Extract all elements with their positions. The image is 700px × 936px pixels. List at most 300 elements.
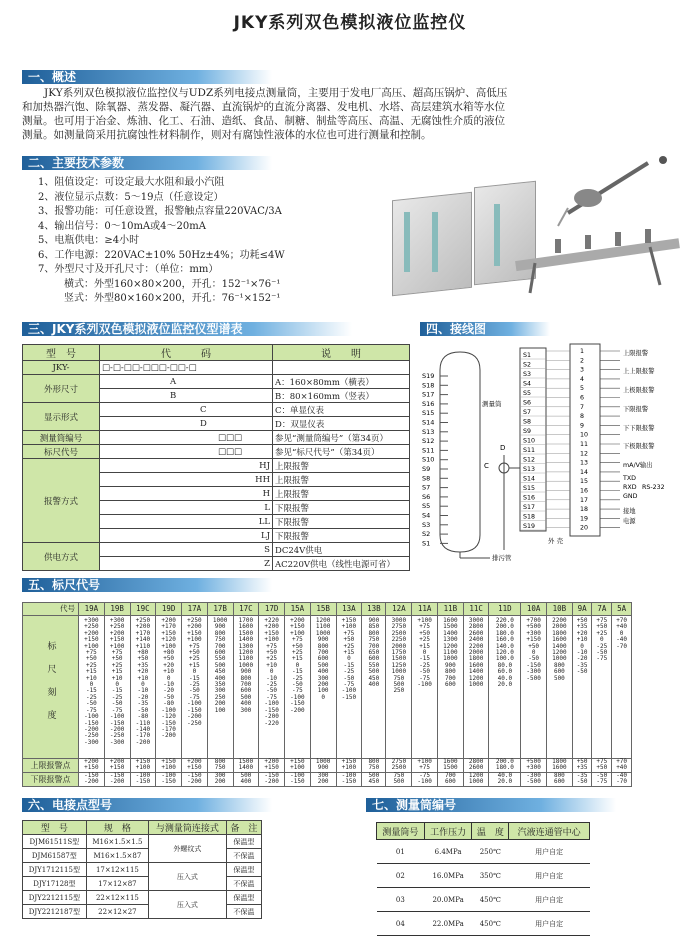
scale-value: 1800 [552,629,567,637]
overview-line: 和加热器汽饱、除氧器、蒸发器、凝汽器、直流锅炉的直流分离器、发电机、水塔、高层建筑水箱等水位 [22,101,505,113]
scale-value: -50 [266,687,278,695]
scale-value: -250 [109,732,125,740]
scale-value: -80 [163,700,175,708]
scale-value: +50 [343,636,355,644]
scale-value: 0 [89,681,94,689]
alarm-value [489,759,521,773]
scale-value: 400 [317,668,329,676]
electrode-label: S19 [422,372,435,380]
scale-value: 500 [240,693,252,701]
scale-value: +150 [187,629,202,637]
scale-value: 0 [115,681,119,689]
alarm-value-text: +200 [187,758,202,765]
header-code: 代 码 [100,345,273,361]
scale-values [233,616,259,759]
scale-value: 1400 [552,642,567,650]
scale-value: 40.0 [497,674,513,682]
scale-value: +75 [343,629,355,637]
scale-value: -220 [264,719,279,727]
scale-code: 13A [336,603,362,616]
scale-value: 0 [347,655,351,663]
model-code: □□□ [100,431,273,445]
scale-value: 600 [444,681,456,689]
scale-value: -150 [526,661,541,669]
scale-code: 19D [156,603,182,616]
scale-value: +15 [85,668,97,676]
scale-value: 1100 [443,649,458,657]
alarm-value-text: -300 [526,771,541,779]
case-label: 外 壳 [548,537,564,545]
alarm-value-text: +150 [341,758,357,765]
scale-value: +10 [137,674,149,682]
scale-value: 0 [321,693,325,701]
scale-code: 12A [386,603,412,616]
terminal-function-label: 下下限报警 [623,425,655,432]
alarm-value [233,772,259,786]
model-desc: 下限报警 [273,515,410,529]
alarm-value-text: +300 [526,764,541,772]
scale-value: +150 [264,629,279,637]
scale-value: -25 [343,668,355,676]
alarm-value [362,772,386,786]
scale-value: +75 [85,649,97,657]
electrode-label: S9 [422,465,431,473]
terminal-number: 3 [580,366,585,374]
scale-value: -10 [266,674,278,682]
terminal-s-label: S9 [523,428,532,435]
scale-value: 1000 [212,617,228,624]
header-model: 型 号 [23,345,100,361]
terminal-number: 10 [580,431,589,439]
alarm-value-text: 750 [214,764,226,772]
scale-value: 2250 [391,636,407,644]
scale-value: 200.0 [495,623,514,631]
alarm-value [79,759,105,773]
scale-values [259,616,285,759]
scale-value: 0 [269,668,274,676]
scale-body-row [23,616,632,759]
alarm-value [412,772,438,786]
scale-value: +200 [161,617,176,624]
model-desc: B：80×160mm（竖表） [273,389,410,403]
scale-value: 350 [214,681,226,689]
scale-header-row [23,603,632,616]
terminal-s-label: S12 [523,456,536,464]
model-code: LJ [100,529,273,543]
scale-value: 500 [214,661,226,669]
terminal-number: 7 [580,403,585,411]
alarm-value [156,759,182,773]
scale-value: 160.0 [495,636,514,644]
alarm-value [592,759,612,773]
scale-value: 850 [368,623,380,631]
scale-value: -120 [161,713,176,721]
contact-cell: 17×12×87 [86,877,148,891]
scale-value: -50 [111,700,123,708]
model-row [23,445,410,459]
scale-value: -100 [417,681,432,689]
model-desc: 上限报警 [273,473,410,487]
alarm-value [104,772,130,786]
scale-value: 400 [240,700,252,708]
terminal-s-label: S17 [523,504,536,511]
scale-value: -300 [526,668,541,676]
contact-header: 规 格 [86,821,148,835]
scale-value: +20 [163,661,175,669]
alarm-value-text: +200 [264,758,279,765]
electrode-label: S14 [422,418,435,427]
scale-value: -150 [109,719,125,727]
model-label: JKY- [23,361,100,375]
scale-value: 600 [368,655,380,663]
scale-code: 15B [310,603,336,616]
alarm-value-text: +75 [596,758,608,765]
scale-value: 900 [368,617,380,624]
scale-code: 19B [104,603,130,616]
tube-row [377,840,590,864]
terminal-function-label: TXD [623,475,637,482]
scale-value: 200 [317,681,329,689]
scale-value: +10 [111,674,123,682]
model-label: 报警方式 [23,459,100,543]
scale-value: 1000 [238,661,254,669]
contact-row [23,891,262,905]
alarm-value [130,759,156,773]
scale-value: +150 [84,636,99,644]
scale-value: +300 [526,629,541,637]
spec-item: 1、阻值设定：可设定最大水阻和最小汽阻 [38,177,225,188]
scale-value: -200 [84,725,99,733]
scale-value: +250 [109,623,125,631]
scale-value: 1600 [468,661,484,669]
electrode-label: S17 [422,390,435,399]
scale-value: +120 [161,636,176,644]
alarm-value-text: 800 [214,758,226,765]
scale-value: +35 [137,661,149,669]
scale-value: +25 [188,655,200,663]
alarm-value-text: 1200 [468,771,484,779]
scale-value: +110 [135,642,151,650]
scale-value: +25 [291,649,303,657]
scale-value: -75 [188,693,200,701]
electrode-label: S18 [422,381,435,390]
alarm-value-text: +35 [576,764,588,772]
scale-value: 1500 [391,655,407,663]
tube-cell: 16.0MPa [424,864,472,888]
scale-value: 600 [214,649,226,657]
header-desc: 说 明 [273,345,410,361]
alarm-value [259,759,285,773]
scale-value: 250 [214,693,226,701]
electrode-label: S13 [422,427,435,436]
scale-value: 700 [317,649,329,657]
alarm-value-text: 2750 [391,758,407,765]
scale-value: 2200 [552,617,567,624]
terminal-s-label: S15 [523,485,536,492]
scale-code: 11C [463,603,489,616]
scale-value: 140.0 [495,642,514,650]
scale-value: 1100 [238,655,254,663]
scale-value: +250 [187,617,202,624]
section-heading-contacts: 六、电接点型号 [22,798,272,812]
tube-cell: 01 [377,840,425,864]
scale-value: -150 [187,706,202,714]
alarm-value-text: -200 [84,778,99,786]
scale-value: 1000 [391,668,407,676]
overview-paragraph [22,86,682,142]
terminal-s-label: S3 [523,371,532,378]
scale-value: -50 [419,668,431,676]
terminal-number: 4 [580,375,585,383]
scale-value: +150 [526,636,541,644]
alarm-value [592,772,612,786]
alarm-value-text: +150 [161,758,176,765]
wiring-diagram [420,340,690,572]
alarm-value-text: +75 [419,764,431,772]
scale-value: +10 [576,636,588,644]
scale-value: -25 [111,693,123,701]
overview-line: 测量。如测量筒采用抗腐蚀性材料制作，则对有腐蚀性液体的水位也可进行测量和控制。 [22,129,432,141]
scale-value: -50 [528,655,540,663]
alarm-value-text: 1600 [443,758,458,765]
tube-cell: 04 [377,912,425,936]
tube-row [377,912,590,936]
tube-cell: 用户自定 [509,864,590,888]
measuring-tube-outline [440,352,480,552]
model-desc: 下限报警 [273,501,410,515]
scale-value: 2750 [391,623,407,631]
scale-value: 0 [580,642,584,650]
terminal-s-label: S4 [523,380,532,388]
scale-value: 650 [368,649,380,657]
d-label: D [500,444,506,452]
scale-value: -100 [84,713,99,721]
scale-value: -75 [419,674,431,682]
alarm-value [207,759,233,773]
terminal-number: 14 [580,468,589,476]
scale-values [362,616,386,759]
scale-value: -15 [188,674,200,682]
contact-cell: 保温型 [226,863,261,877]
scale-value: 400 [368,681,380,689]
alarm-value [547,772,573,786]
scale-value: -15 [419,655,431,663]
scale-value: -150 [341,693,357,701]
alarm-value [285,759,311,773]
scale-value: 1200 [468,674,484,682]
alarm-value-text: 2500 [391,764,407,772]
alarm-value-text: 300 [214,771,226,779]
alarm-value-text: -150 [264,771,279,779]
scale-value: -110 [135,719,151,727]
scale-value: 3000 [468,617,484,624]
model-code: C [100,403,273,417]
scale-value: +50 [576,617,588,624]
scale-values [386,616,412,759]
scale-values [612,616,632,759]
scale-values [156,616,182,759]
scale-value: -170 [161,725,176,733]
scale-value: 2200 [468,642,484,650]
model-row [23,375,410,389]
scale-value: 750 [393,674,405,682]
electrode-label: S8 [422,474,431,483]
scale-value: 100 [317,687,329,695]
terminal-number: 11 [580,441,589,448]
scale-value: +50 [137,655,149,663]
contact-cell: M16×1.5×1.5 [86,835,148,849]
tube-cell: 450℃ [472,888,509,912]
scale-value: +200 [135,623,151,631]
scale-value: 1000 [552,655,567,663]
alarm-value [336,759,362,773]
terminal-number: 18 [580,506,589,514]
scale-value: -50 [343,674,355,682]
contact-row [23,905,262,919]
terminal-s-label: S16 [523,494,536,502]
terminal-function-label: RXD [623,484,637,491]
scale-value: +220 [264,617,279,624]
alarm-value-text: +50 [596,764,608,772]
section-heading-specs: 二、主要技术参数 [22,156,272,170]
electrode-label: S12 [422,437,435,446]
contact-connection: 压入式 [149,891,227,919]
model-row [23,361,410,375]
scale-value: +50 [163,655,175,663]
alarm-value-text: -35 [576,771,588,779]
scale-value: 900 [240,668,252,676]
terminal-number: 9 [580,422,585,430]
scale-value: -25 [291,674,303,682]
scale-value: 300 [240,706,252,714]
model-desc: D：双显仪表 [273,417,410,431]
scale-code: 11B [437,603,463,616]
scale-value: +200 [84,629,99,637]
tube-cell: 250℃ [472,840,509,864]
electrode-label: S4 [422,511,431,520]
scale-value: 0 [531,649,536,657]
scale-value: +25 [419,636,431,644]
scale-value: +40 [616,623,628,631]
scale-value: 800 [368,629,380,637]
electrode-label: S1 [422,539,431,548]
terminal-function-label: 接地 [623,508,636,515]
alarm-value-text: 600 [444,778,456,786]
scale-value: +100 [84,642,99,650]
alarm-value-text: -150 [109,771,125,779]
terminal-s-label: S19 [523,523,536,530]
scale-code: 10B [547,603,573,616]
alarm-value [437,772,463,786]
alarm-value-text: 200 [214,778,226,786]
scale-value: +250 [135,617,151,624]
scale-value: -15 [291,668,303,676]
spec-item: 6、工作电源：220VAC±10% 50Hz±4%；功耗≤4W [38,249,285,261]
scale-value: +75 [188,642,200,650]
model-code: L [100,501,273,515]
spec-item: 3、报警功能：可任意设置，报警触点容量220VAC/3A [38,206,282,217]
alarm-value [612,759,632,773]
scale-value: +50 [266,649,278,657]
terminal-number: 1 [580,348,585,355]
contact-connection: 外螺纹式 [149,835,227,863]
model-label: 标尺代号 [23,445,100,459]
alarm-value [156,772,182,786]
contact-cell: DJY1712115型 [23,863,87,877]
scale-value: +25 [343,642,355,650]
scale-value: 2500 [391,629,407,637]
scale-value: -25 [85,693,97,701]
scale-value: 800 [444,668,456,676]
scale-value: 1400 [238,636,254,644]
scale-value: -20 [137,693,149,701]
scale-value: 1700 [238,617,254,624]
scale-value: 0 [192,668,197,676]
contact-cell: 22×12×115 [86,891,148,905]
scale-value: -50 [163,693,175,701]
scale-value: +100 [417,617,432,624]
scale-value: +100 [187,636,202,644]
electrode-label: S11 [422,446,435,455]
alarm-value-text: +100 [135,764,151,772]
contact-cell: DJM61511S型 [23,835,87,849]
model-code: □-□-□□-□□□-□□-□ [100,361,273,375]
scale-value: -75 [85,706,97,714]
terminal-number: 19 [580,515,589,523]
spec-item: 竖式：外型80×160×200，开孔：76⁻¹×152⁻¹ [64,293,281,304]
scale-value: +150 [161,629,176,637]
alarm-value [489,772,521,786]
alarm-value-text: 180.0 [495,764,514,772]
model-label: 供电方式 [23,543,100,571]
scale-value: 100.0 [495,655,514,663]
scale-values [207,616,233,759]
alarm-value-text: 1400 [238,764,254,772]
scale-code: 13B [362,603,386,616]
scale-value: -50 [596,649,608,657]
alarm-value [412,759,438,773]
model-label: 外形尺寸 [23,375,100,403]
alarm-value-text: +150 [109,764,125,772]
contact-row [23,863,262,877]
scale-value: 400 [214,674,226,682]
alarm-value [207,772,233,786]
alarm-value-text: -100 [290,771,305,779]
scale-values [182,616,208,759]
scale-code: 15A [285,603,311,616]
alarm-value-text: 600 [553,778,565,786]
scale-value: +10 [85,674,97,682]
scale-value: +75 [266,642,278,650]
contact-cell: 22×12×27 [86,905,148,919]
tube-header: 测量筒号 [377,823,425,840]
scale-value: 220.0 [495,617,514,624]
alarm-value-text: +40 [616,764,628,772]
scale-value: 600 [240,687,252,695]
contact-cell: DJY17128型 [23,877,87,891]
terminal-number: 12 [580,450,589,458]
terminal-function-label: 上上限报警 [623,368,655,375]
scale-value: -150 [161,719,176,727]
terminal-s-label: S7 [523,409,532,416]
section-heading-model-table: 三、JKY系列双色模拟液位监控仪型谱表 [22,322,352,336]
tube-cell: 03 [377,888,425,912]
scale-values [521,616,547,759]
alarm-value-text: 750 [393,771,405,779]
scale-value: -100 [341,687,357,695]
scale-value: 500 [368,668,380,676]
scale-value: -140 [135,725,151,733]
